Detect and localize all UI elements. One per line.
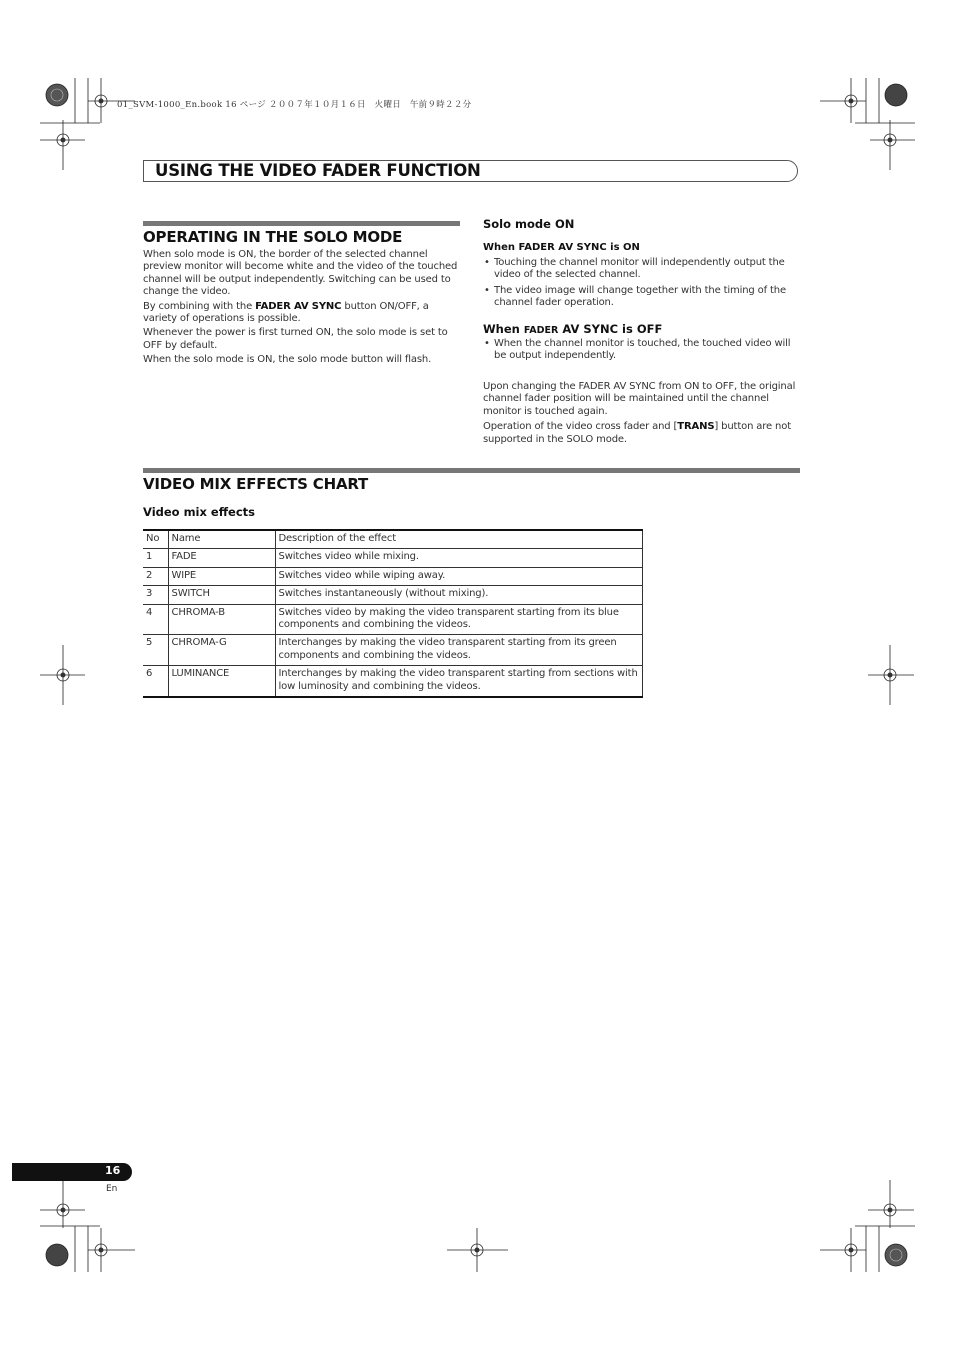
cell-name: FADE: [168, 549, 275, 567]
cell-name: LUMINANCE: [168, 666, 275, 697]
cell-name: SWITCH: [168, 586, 275, 604]
cell-no: 1: [143, 549, 168, 567]
header-description: Description of the effect: [275, 530, 643, 549]
chapter-title: [155, 161, 481, 180]
table-row: [143, 666, 643, 697]
cell-description: Interchanges by making the video transparent starting from its green components and combining the videos.: [275, 635, 643, 666]
section-rule-solo: [143, 221, 460, 226]
sync-on-bullet-1: • Touching the channel monitor will independently output the video of the selected channel.: [483, 257, 799, 282]
cell-no: 4: [143, 604, 168, 635]
print-info-line: 01_SVM-1000_En.book 16 ページ ２００７年１０月１６日 火曜日 午前９時２２分: [117, 100, 472, 110]
solo-p2-text: By combining with the: [143, 300, 256, 312]
solo-p2-text-end: button ON/OFF, a variety of operations is possible.: [143, 300, 429, 325]
video-mix-effects-table: [143, 529, 643, 698]
cell-description: Switches instantaneously (without mixing).: [275, 586, 643, 604]
table-header-row: [143, 530, 643, 549]
cell-description: Switches video while mixing.: [275, 549, 643, 567]
subheading-video-mix-effects: Video mix effects: [143, 505, 255, 519]
cell-description: Interchanges by making the video transparent starting from sections with low luminosity and combining the videos.: [275, 666, 643, 697]
cross-fader-text-end: ] button are not supported in the SOLO mode.: [483, 421, 791, 445]
cell-description: Switches video by making the video transparent starting from its blue components and combining the videos.: [275, 604, 643, 635]
sync-change-paragraph: Upon changing the FADER AV SYNC from ON to OFF, the original channel fader position will be maintained until the channel monitor is touched again.: [483, 381, 796, 417]
solo-paragraph-4: When the solo mode is ON, the solo mode button will flash.: [143, 354, 432, 366]
cell-name: CHROMA-B: [168, 604, 275, 635]
sync-off-heading-post: AV SYNC is OFF: [558, 322, 663, 336]
sync-off-bullet-1: • When the channel monitor is touched, the touched video will be output independently.: [483, 338, 799, 363]
chapter-title-text: USING THE VIDEO FADER FUNCTION: [155, 161, 481, 180]
table-row: [143, 586, 643, 604]
solo-paragraph-1: When solo mode is ON, the border of the selected channel preview monitor will become white and the video of the touched channel will be output independently. Switching can be used to change the video.: [143, 249, 458, 298]
trans-button-label: TRANS: [677, 421, 715, 433]
table-row: [143, 604, 643, 635]
sync-on-list: [483, 257, 799, 310]
fader-av-sync-label: FADER AV SYNC: [255, 300, 342, 312]
solo-paragraph-2: [143, 301, 461, 326]
cell-no: 5: [143, 635, 168, 666]
sync-on-bullet-2: • The video image will change together with the timing of the channel fader operation.: [483, 285, 799, 310]
solo-on-notes: [483, 381, 801, 446]
header-no: No: [143, 530, 168, 549]
page-number: 16: [105, 1164, 121, 1177]
table-row: [143, 549, 643, 567]
heading-solo-mode: OPERATING IN THE SOLO MODE: [143, 228, 403, 246]
section-rule-mix: [143, 468, 800, 473]
heading-video-mix-chart: VIDEO MIX EFFECTS CHART: [143, 475, 369, 493]
solo-paragraph-3: Whenever the power is first turned ON, the solo mode is set to OFF by default.: [143, 327, 448, 351]
cell-no: 6: [143, 666, 168, 697]
sync-off-list: [483, 338, 799, 363]
cell-description: Switches video while wiping away.: [275, 567, 643, 585]
cell-no: 3: [143, 586, 168, 604]
cross-fader-text: Operation of the video cross fader and [: [483, 421, 678, 433]
solo-mode-body: [143, 249, 461, 367]
page-language: En: [106, 1184, 118, 1194]
sync-off-heading-fader: FADER: [523, 325, 559, 336]
cross-fader-paragraph: [483, 421, 801, 446]
table-row: [143, 567, 643, 585]
header-name: Name: [168, 530, 275, 549]
heading-sync-off: [483, 322, 662, 336]
sync-off-heading-pre: When: [483, 322, 524, 336]
table-row: [143, 635, 643, 666]
cell-no: 2: [143, 567, 168, 585]
heading-solo-mode-on: Solo mode ON: [483, 217, 575, 231]
cell-name: CHROMA-G: [168, 635, 275, 666]
heading-sync-on: When FADER AV SYNC is ON: [483, 242, 640, 253]
cell-name: WIPE: [168, 567, 275, 585]
